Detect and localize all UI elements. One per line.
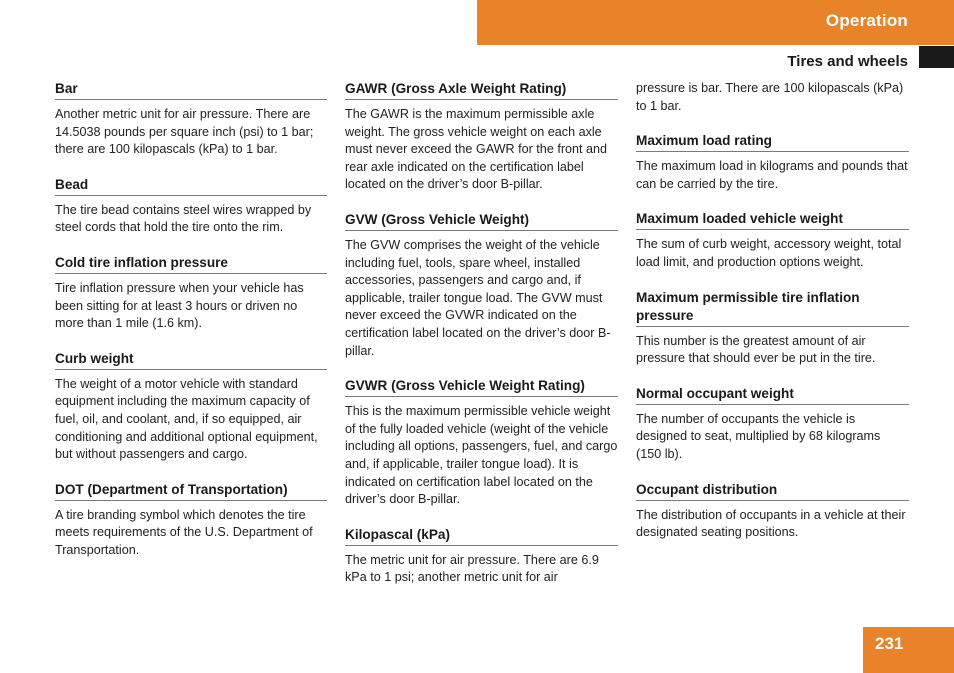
entry-definition: This number is the greatest amount of air pressure that should ever be put in the tire.: [636, 333, 876, 366]
entry-definition: The number of occupants the vehicle is designed to seat, multiplied by 68 kilograms (150 lb).: [636, 411, 881, 461]
entry-term: Kilopascal (kPa): [345, 526, 618, 546]
section-header-bar: [477, 0, 954, 45]
entry-definition: The distribution of occupants in a vehicle at their designated seating positions.: [636, 507, 906, 540]
entry-definition: Tire inflation pressure when your vehicle has been sitting for at least 3 hours or driven no more than 1 mile (1.6 km).: [55, 280, 304, 331]
glossary-entry: [55, 176, 327, 237]
entry-definition: The maximum load in kilograms and pounds that can be carried by the tire.: [636, 159, 908, 191]
entry-term: Maximum load rating: [636, 132, 909, 152]
entry-definition: The weight of a motor vehicle with standard equipment including the maximum capacity of fuel, oil, and coolant, and, if so equipped, air conditioning and additional optional equipment, but without passengers and cargo.: [55, 376, 318, 462]
entry-term: Curb weight: [55, 350, 327, 370]
entry-definition: The sum of curb weight, accessory weight, total load limit, and production options weight.: [636, 237, 902, 269]
entry-term: Cold tire inflation pressure: [55, 254, 327, 274]
entry-term: Bar: [55, 80, 327, 100]
continued-definition: [636, 80, 909, 115]
entry-term: GVW (Gross Vehicle Weight): [345, 211, 618, 231]
glossary-column-2: [345, 80, 618, 604]
entry-term: Normal occupant weight: [636, 385, 909, 405]
entry-definition-continuation: pressure is bar. There are 100 kilopascals (kPa) to 1 bar.: [636, 81, 904, 113]
entry-term: Bead: [55, 176, 327, 196]
entry-definition: The tire bead contains steel wires wrapped by steel cords that hold the tire onto the rim.: [55, 202, 312, 235]
glossary-entry: [345, 211, 618, 360]
glossary-entry: [55, 481, 327, 560]
glossary-column-1: [55, 80, 327, 577]
entry-term: Maximum permissible tire inflation pressure: [636, 289, 909, 327]
glossary-entry: [345, 526, 618, 587]
glossary-entry: [636, 132, 909, 193]
section-title: Operation: [825, 11, 908, 30]
entry-term: GVWR (Gross Vehicle Weight Rating): [345, 377, 618, 397]
glossary-entry: [55, 80, 327, 159]
entry-definition: This is the maximum permissible vehicle weight of the fully loaded vehicle (weight of the vehicle including all options, passengers, fuel, and cargo and, if applicable, trailer tongue load). It is indicated on certification label located on the driver’s door B-pillar.: [345, 404, 618, 507]
page-number: 231: [875, 634, 904, 653]
entry-definition: Another metric unit for air pressure. There are 14.5038 pounds per square inch (psi) to 1 bar; there are 100 kilopascals (kPa) to 1 bar.: [55, 107, 314, 157]
glossary-entry: [55, 350, 327, 464]
glossary-entry: [345, 377, 618, 509]
entry-term: Maximum loaded vehicle weight: [636, 210, 909, 230]
subsection-title: Tires and wheels: [787, 53, 908, 70]
entry-term: DOT (Department of Transportation): [55, 481, 327, 501]
entry-term: GAWR (Gross Axle Weight Rating): [345, 80, 618, 100]
entry-definition: The GAWR is the maximum permissible axle weight. The gross vehicle weight on each axle must never exceed the GAWR for the front and rear axle indicated on the certification label located on the driver’s door B-pillar.: [345, 107, 608, 192]
page-number-tab: [863, 627, 954, 673]
entry-term: Occupant distribution: [636, 481, 909, 501]
glossary-entry: [636, 481, 909, 542]
glossary-entry: [636, 385, 909, 464]
entry-definition: The metric unit for air pressure. There are 6.9 kPa to 1 psi; another metric unit for air: [345, 552, 599, 585]
glossary-entry: [345, 80, 618, 194]
glossary-column-3: [636, 80, 909, 559]
glossary-entry: [55, 254, 327, 333]
entry-definition: The GVW comprises the weight of the vehicle including fuel, tools, spare wheel, installed accessories, passengers and cargo and, if applicable, trailer tongue load. The GVW must never exceed the GVWR indicated on the certification label located on the driver’s door B-pillar.: [345, 237, 611, 358]
section-thumb-tab: [919, 46, 954, 68]
glossary-entry: [636, 289, 909, 368]
entry-definition: A tire branding symbol which denotes the tire meets requirements of the U.S. Department of Transportation.: [55, 507, 313, 557]
glossary-entry: [636, 210, 909, 271]
